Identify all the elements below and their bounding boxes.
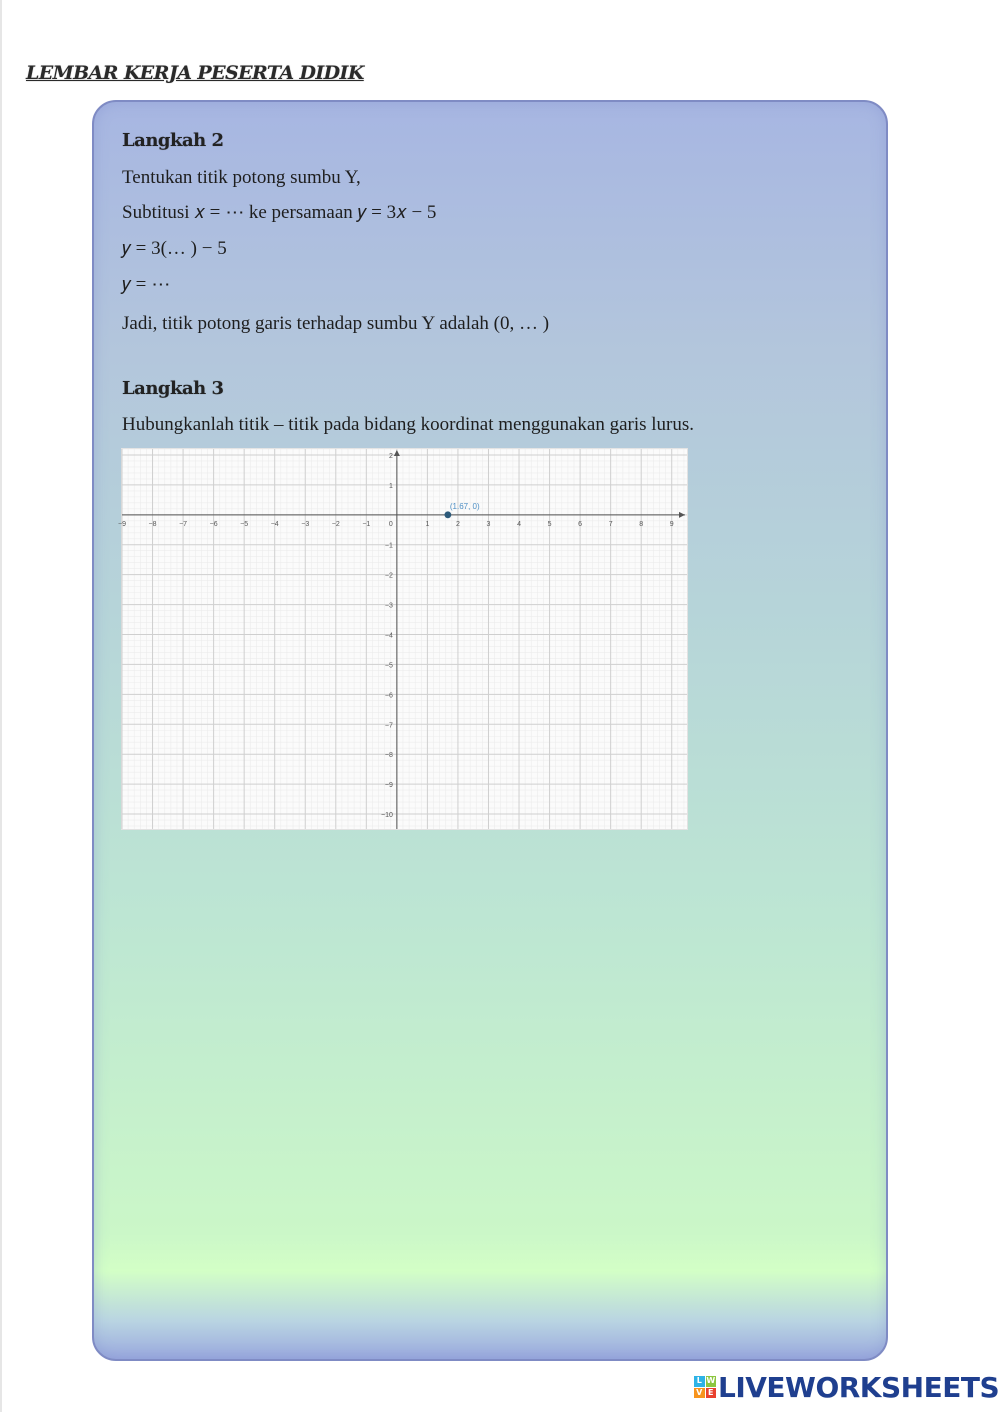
x-tick-label: −4	[270, 520, 279, 528]
x-tick-label: 5	[547, 520, 552, 528]
x-tick-label: 1	[425, 520, 430, 528]
y-tick-label: −9	[384, 782, 393, 790]
x-tick-label: −2	[331, 520, 340, 528]
x-tick-label: −5	[240, 520, 249, 528]
x-tick-label: 3	[486, 520, 491, 528]
liveworksheets-logo-icon	[694, 1376, 716, 1398]
logo-tile-1: L	[694, 1376, 705, 1387]
y-tick-label: 2	[388, 452, 393, 460]
coordinate-plane-svg	[118, 449, 687, 829]
logo-tile-2: W	[706, 1376, 716, 1385]
data-point-label: (1.67, 0)	[449, 501, 480, 511]
x-tick-label: 8	[639, 520, 644, 528]
y-axis-arrow	[394, 450, 400, 456]
x-tick-label: 6	[578, 520, 583, 528]
y-tick-label: −7	[384, 722, 393, 730]
x-tick-label: −3	[301, 520, 310, 528]
logo-tile-3: V	[694, 1388, 705, 1399]
step2-heading: Langkah 2	[122, 130, 224, 151]
step3-instruction: Hubungkanlah titik – titik pada bidang koordinat menggunakan garis lurus.	[122, 414, 695, 435]
logo-tile-4: E	[706, 1388, 717, 1399]
y-tick-label: −5	[384, 662, 393, 670]
x-tick-label: 2	[455, 520, 460, 528]
x-tick-label: −9	[118, 520, 126, 528]
origin-label: 0	[388, 520, 393, 528]
y-tick-label: −4	[384, 632, 393, 640]
y-tick-label: −10	[380, 812, 393, 820]
step3-heading: Langkah 3	[122, 378, 224, 399]
x-tick-label: −6	[209, 520, 218, 528]
y-tick-label: 1	[388, 482, 393, 490]
x-tick-label: −8	[148, 520, 157, 528]
page-edge	[0, 0, 2, 1412]
liveworksheets-logo	[694, 1372, 999, 1402]
step2-result: 𝑦 = ⋯	[122, 274, 171, 295]
document-title: LEMBAR KERJA PESERTA DIDIK	[26, 62, 364, 84]
step2-substitution: Subtitusi 𝑥 = ⋯ ke persamaan 𝑦 = 3𝑥 − 5	[122, 202, 437, 223]
x-tick-label: 9	[669, 520, 674, 528]
step2-instruction: Tentukan titik potong sumbu Y,	[122, 167, 361, 188]
x-tick-label: −7	[179, 520, 188, 528]
y-tick-label: −8	[384, 752, 393, 760]
y-tick-label: −2	[384, 572, 393, 580]
data-point	[444, 511, 451, 518]
y-tick-label: −3	[384, 602, 393, 610]
step2-equation: 𝑦 = 3(… ) − 5	[122, 238, 227, 259]
y-tick-label: −1	[384, 542, 393, 550]
step2-conclusion: Jadi, titik potong garis terhadap sumbu Y adalah (0, … )	[122, 313, 550, 334]
coordinate-plane[interactable]	[118, 448, 688, 830]
x-tick-label: 4	[517, 520, 521, 528]
y-tick-label: −6	[384, 692, 393, 700]
x-tick-label: 7	[608, 520, 613, 528]
x-tick-label: −1	[362, 520, 371, 528]
liveworksheets-logo-text: LIVEWORKSHEETS	[718, 1370, 1000, 1404]
